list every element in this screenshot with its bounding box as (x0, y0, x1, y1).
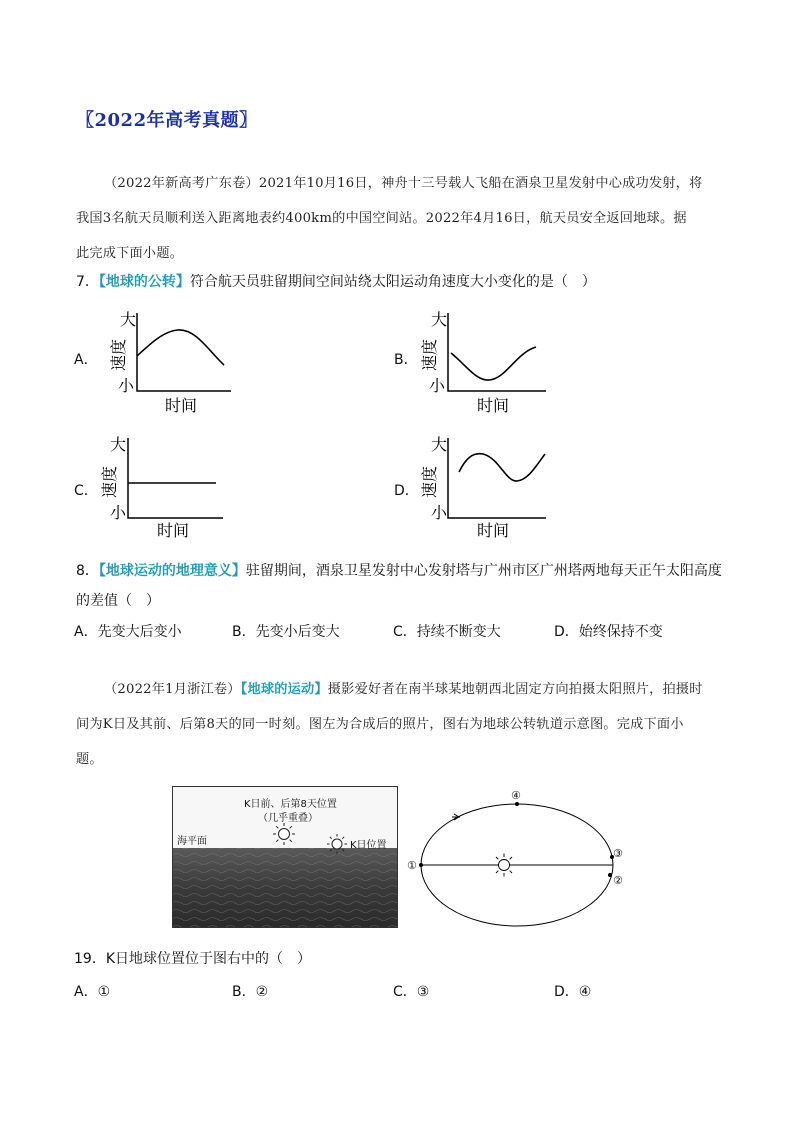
orbit-label-4: ④ (511, 789, 521, 802)
q7-graph-a (96, 305, 236, 413)
photo-sea-label: 海平面 (177, 836, 207, 847)
graph-b-y-top: 大 (431, 310, 448, 329)
graph-a-y-top: 大 (120, 310, 137, 329)
intro-paragraph-1 (76, 166, 726, 271)
question-8 (76, 556, 726, 616)
intro2-tag: 【地球的运动】 (240, 682, 328, 697)
intro2-line-3: 题。 (76, 752, 103, 767)
graph-d-y-top: 大 (431, 435, 448, 454)
q8-option-a[interactable]: A．先变大后变小 (74, 624, 182, 640)
graph-a-axis (137, 313, 231, 391)
q19-option-c[interactable]: C．③ (393, 984, 430, 1000)
question-19 (74, 948, 311, 968)
q7-option-a-label[interactable]: A． (74, 352, 98, 368)
graph-c-y-bottom: 小 (110, 503, 127, 522)
orbit-point-4 (515, 802, 519, 806)
graph-c-y-top: 大 (110, 435, 127, 454)
photo-caption-line-1: K日前、后第8天位置 (244, 799, 337, 810)
q7-option-b-label[interactable]: B． (394, 352, 418, 368)
intro-paragraph-2 (76, 672, 726, 777)
graph-d-y-bottom: 小 (431, 503, 448, 522)
q19-number: 19． (74, 951, 106, 967)
q7-graph-b (411, 305, 551, 413)
orbit-label-1: ① (407, 859, 417, 872)
intro1-line-3: 此完成下面小题。 (76, 246, 184, 261)
q7-text: 符合航天员驻留期间空间站绕太阳运动角速度大小变化的是（ ） (189, 274, 596, 290)
q7-tag: 【地球的公转】 (98, 274, 190, 290)
q8-option-b[interactable]: B．先变小后变大 (232, 624, 340, 640)
q7-graph-d (411, 428, 551, 540)
intro1-line-1: （2022年新高考广东卷）2021年10月16日，神舟十三号载人飞船在酒泉卫星发射中心成功发射，将 (104, 176, 703, 191)
q19-option-a[interactable]: A．① (74, 984, 111, 1000)
graph-b-y-bottom: 小 (429, 376, 446, 395)
section-title: 〖2022年高考真题〗 (76, 110, 258, 131)
photo-waves (172, 848, 398, 928)
photo-caption-line-2: （几乎重叠） (258, 813, 318, 824)
graph-c-x-label: 时间 (157, 521, 190, 540)
q8-tag: 【地球运动的地理意义】 (98, 563, 246, 579)
graph-c-y-label: 速度 (100, 465, 119, 498)
graph-a-y-label: 速度 (109, 338, 128, 371)
intro2-line-2: 间为K日及其前、后第8天的同一时刻。图左为合成后的照片，图右为地球公转轨道示意图。完成下面小 (76, 717, 684, 732)
graph-b-curve (451, 347, 536, 380)
graph-d-axis (448, 438, 546, 518)
photo-k-label: K日位置 (350, 840, 387, 851)
graph-a-x-label: 时间 (165, 396, 198, 413)
graph-a-y-bottom: 小 (118, 376, 135, 395)
intro2-line-1: 摄影爱好者在南半球某地朝西北固定方向拍摄太阳照片，拍摄时 (327, 682, 703, 697)
q7-graph-c (88, 428, 228, 540)
intro1-line-2: 我国3名航天员顺利送入距离地表约400km的中国空间站。2022年4月16日，航天员安全返回地球。据 (76, 211, 687, 226)
q8-text-line-2: 的差值（ ） (76, 593, 160, 609)
orbit-point-1 (419, 863, 423, 867)
graph-b-axis (448, 313, 546, 391)
orbit-label-2: ② (613, 874, 623, 887)
q8-number: 8． (76, 563, 99, 579)
question-7 (76, 271, 596, 291)
sun-photo (172, 786, 398, 928)
q7-option-c-label[interactable]: C． (74, 483, 98, 499)
graph-b-y-label: 速度 (420, 338, 439, 371)
q7-option-d-label[interactable]: D． (394, 483, 419, 499)
intro2-lead: （2022年1月浙江卷） (104, 682, 241, 697)
graph-d-y-label: 速度 (420, 465, 439, 498)
q19-option-b[interactable]: B．② (232, 984, 269, 1000)
orbit-diagram (404, 786, 640, 932)
q8-option-c[interactable]: C．持续不断变大 (393, 624, 501, 640)
q8-text-line-1: 驻留期间，酒泉卫星发射中心发射塔与广州市区广州塔两地每天正午太阳高度 (245, 563, 722, 579)
q8-option-d[interactable]: D．始终保持不变 (554, 624, 663, 640)
sun-icon-orbit (493, 854, 516, 877)
orbit-point-2 (608, 873, 612, 877)
q19-text: K日地球位置位于图右中的（ ） (105, 951, 312, 967)
orbit-label-3: ③ (613, 847, 623, 860)
q19-option-d[interactable]: D．④ (554, 984, 592, 1000)
graph-a-curve (137, 330, 224, 365)
graph-b-x-label: 时间 (477, 396, 510, 413)
graph-c-axis (128, 438, 223, 518)
q7-number: 7． (76, 274, 99, 290)
graph-d-curve (459, 454, 545, 481)
graph-d-x-label: 时间 (477, 521, 510, 540)
